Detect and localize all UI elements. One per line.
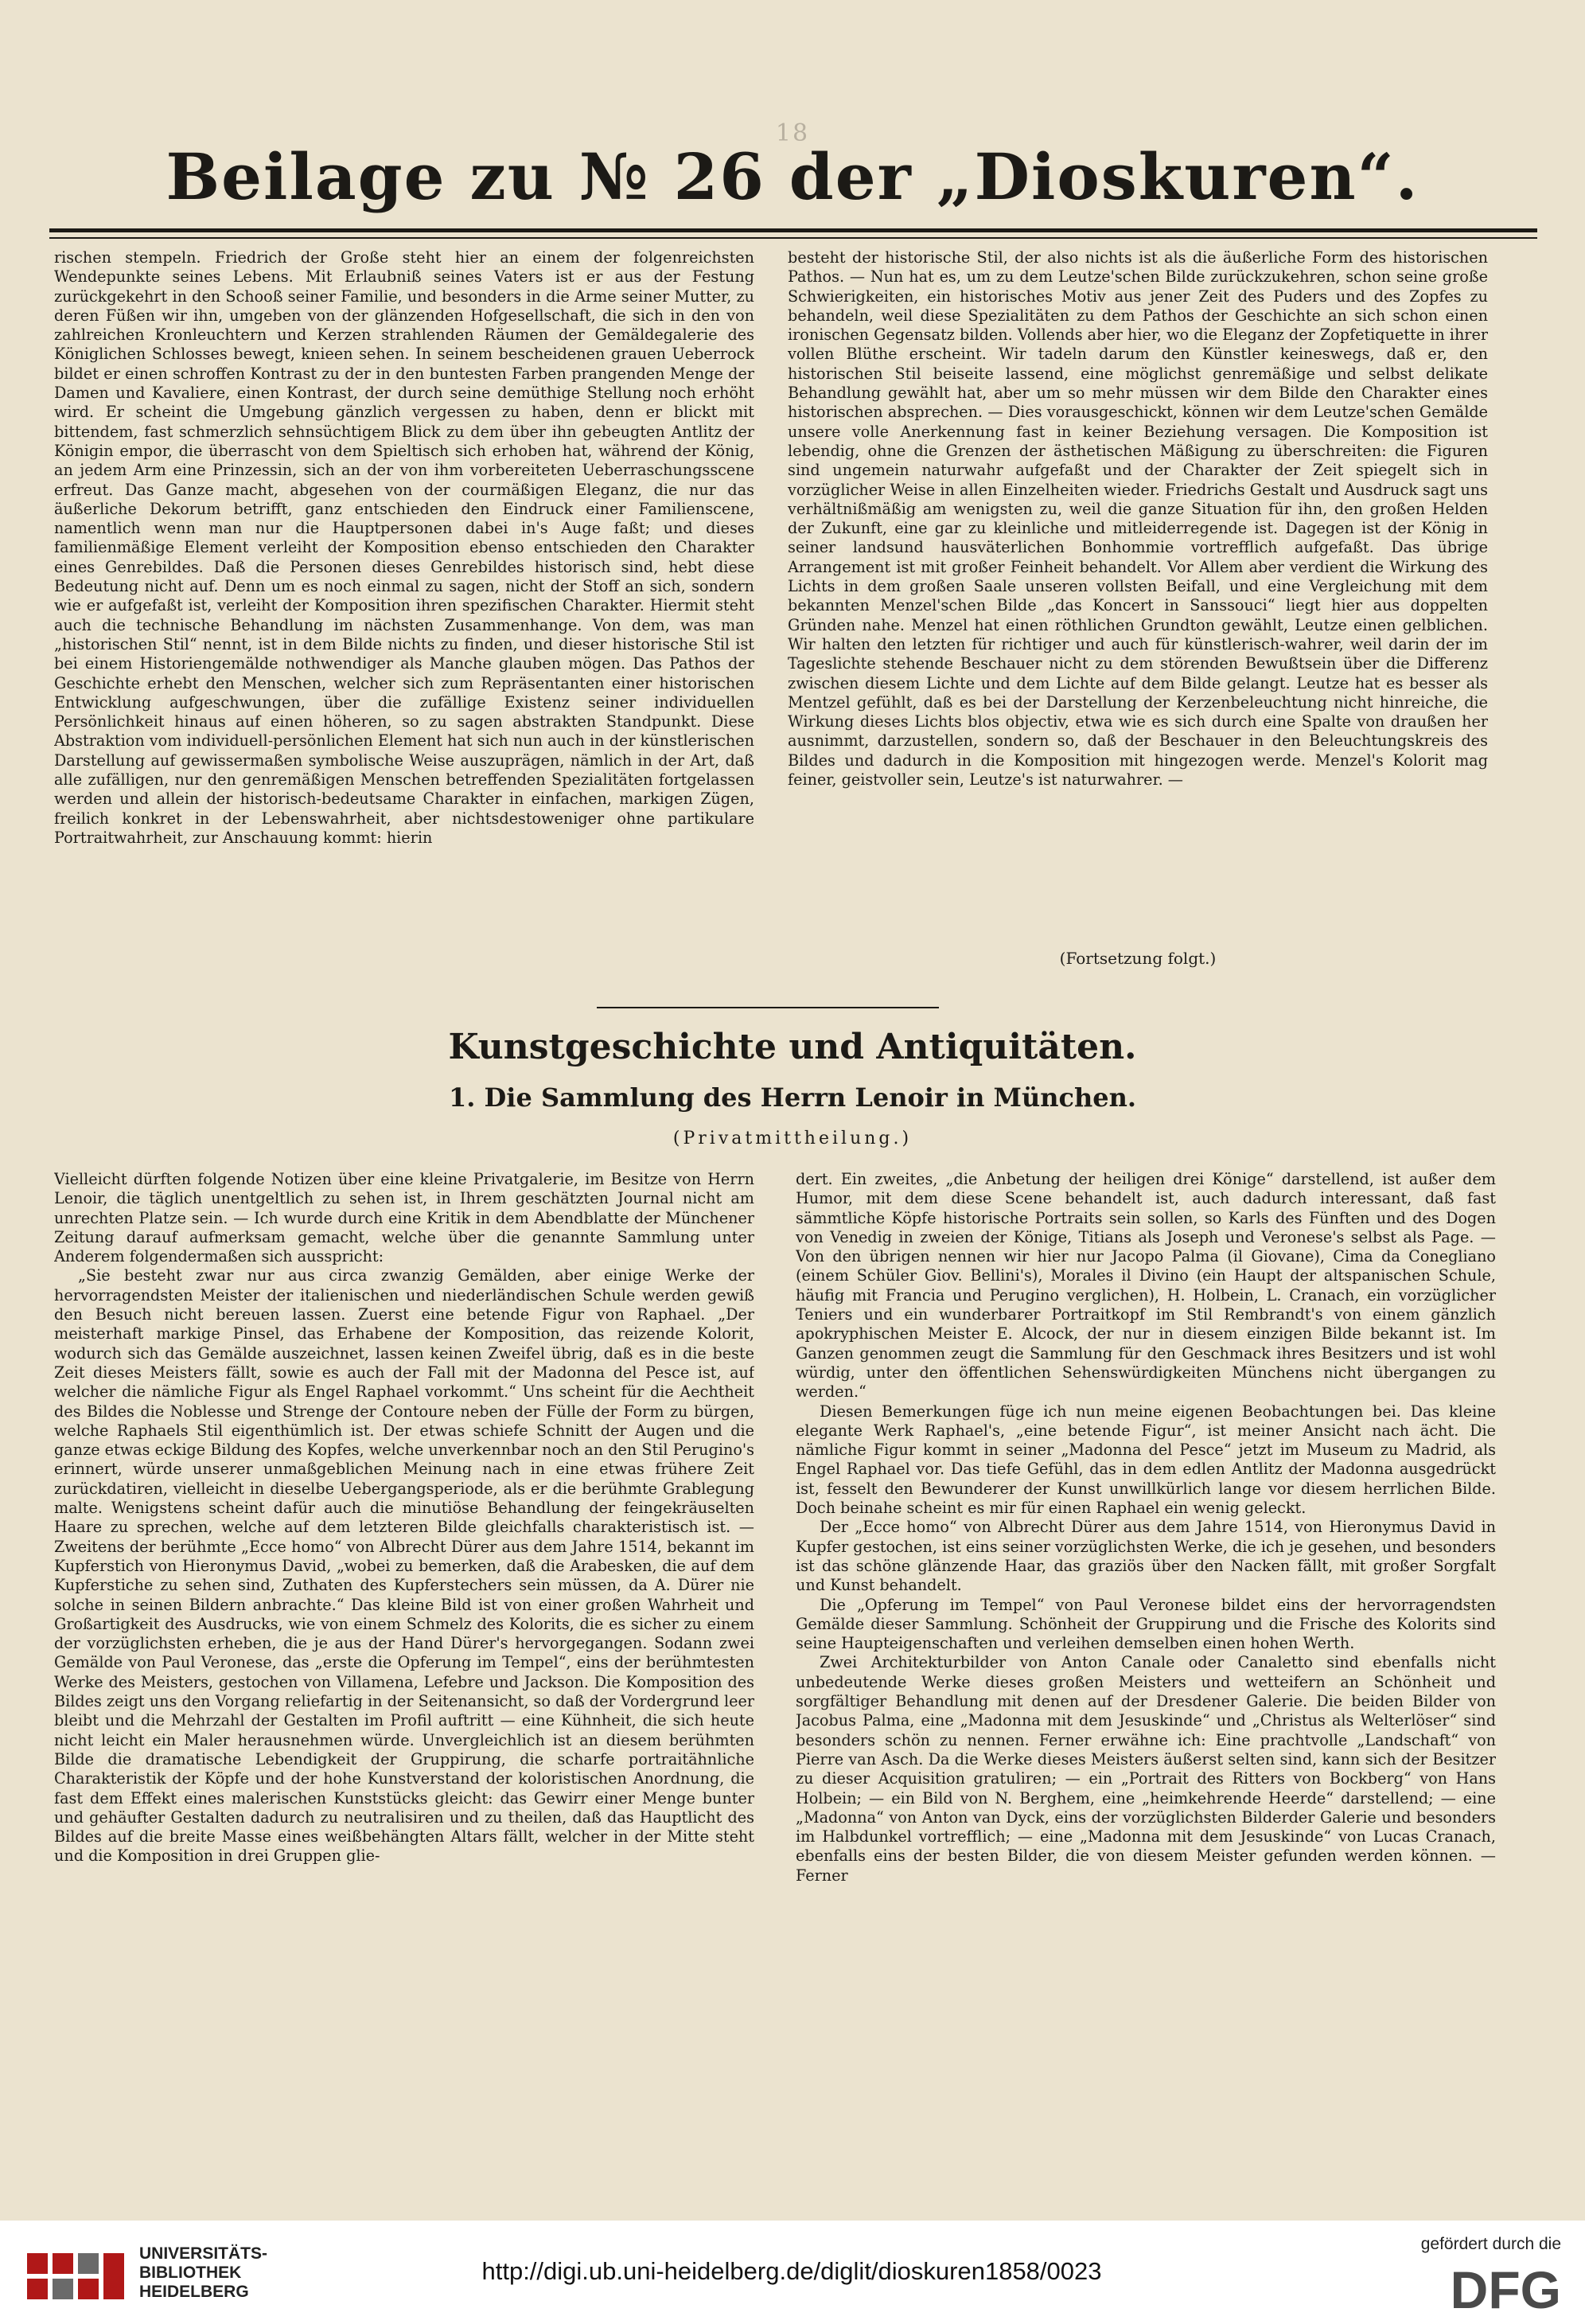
footer-bar xyxy=(0,2221,1585,2324)
logo-square xyxy=(27,2279,48,2299)
article-title: 1. Die Sammlung des Herrn Lenoir in München. xyxy=(449,1082,1136,1113)
paragraph: Diesen Bemerkungen füge ich nun meine eigenen Beobachtungen bei. Das kleine elegante Werk Raphael's, „eine betende Figur“, ist meiner Ansicht nach ächt. Die nämliche Figur kommt in seiner „Madonna del Pesce“ jetzt im Museum zu Madrid, als Engel Raphael vor. Das tiefe Gefühl, das in dem edlen Antlitz der Madonna ausgedrückt ist, fesselt den Bewunderer der Kunst unwillkürlich lange vor diesem herrlichen Bilde. Doch beinahe scheint es mir für einen Raphael ein wenig geleckt. xyxy=(796,1402,1496,1518)
text-column-top-right xyxy=(788,248,1488,949)
page-number: 18 xyxy=(775,119,810,147)
paragraph: besteht der historische Stil, der also nichts ist als die äußerliche Form des historischen Pathos. — Nun hat es, um zu dem Leutze'schen Bilde zurückzukehren, schon seine große Schwierigkeiten, ein historisches Motiv aus jener Zeit des Puders und des Zopfes zu behandeln, weil diese Spezialitäten zu dem Pathos der Geschichte an sich schon einen ironischen Gegensatz bilden. Vollends aber hier, wo die Eleganz der Zopfetiquette in ihrer vollen Blüthe erscheint. Wir tadeln darum den Künstler keineswegs, daß er, den historischen Stil beiseite lassend, eine möglichst genremäßige und selbst delikate Behandlung gewählt hat, aber um so mehr müssen wir dem Bilde den Charakter eines historischen absprechen. — Dies vorausgeschickt, können wir dem Leutze'schen Gemälde unsere volle Anerkennung fast in keiner Beziehung versagen. Die Komposition ist lebendig, ohne die Grenzen der ästhetischen Mäßigung zu überschreiten: die Figuren sind ungemein naturwahr aufgefaßt und der Charakter der Zeit spiegelt sich in vorzüglicher Weise in allen Einzelheiten wieder. Friedrichs Gestalt und Ausdruck sagt uns verhältnißmäßig am wenigsten zu, weil die ganze Situation für ihn, den großen Helden der Zukunft, eine gar zu kleinliche und mitleiderregende ist. Dagegen ist der König in seiner landsund hausväterlichen Bonhommie vortrefflich aufgefaßt. Das übrige Arrangement ist mit großer Feinheit behandelt. Vor Allem aber verdient die Wirkung des Lichts in dem großen Saale unseren vollsten Beifall, und eine Vergleichung mit dem bekannten Menzel'schen Bilde „das Koncert in Sanssouci“ liegt hier aus doppelten Gründen nahe. Menzel hat einen röthlichen Grundton gewählt, Leutze einen gelblichen. Wir halten den letzten für richtiger und auch für künstlerisch-wahrer, weil darin der im Tageslichte stehende Beschauer nicht zu dem störenden Bewußtsein über die Differenz zwischen diesem Lichte und dem Lichte auf dem Bilde gelangt. Leutze hat es besser als Mentzel gefühlt, daß es bei der Darstellung der Kerzenbeleuchtung nicht hinreiche, die Wirkung dieses Lichts blos objectiv, etwa wie es sich durch eine Spalte von draußen her ausnimmt, darzustellen, sondern so, daß der Beschauer in den Beleuchtungskreis des Bildes und dadurch in die Komposition mit hingezogen werde. Menzel's Kolorit mag feiner, geistvoller sein, Leutze's ist naturwahrer. — xyxy=(788,248,1488,790)
paragraph: Zwei Architekturbilder von Anton Canale oder Canaletto sind ebenfalls nicht unbedeutende Werke dieses großen Meisters und wetteifern an Schönheit und sorgfältiger Behandlung mit denen auf der Dresdener Galerie. Die beiden Bilder von Jacobus Palma, eine „Madonna mit dem Jesuskinde“ und „Christus als Welterlöser“ sind besonders schön zu nennen. Ferner erwähne ich: Eine prachtvolle „Landschaft“ von Pierre van Asch. Da die Werke dieses Meisters äußerst selten sind, kann sich der Besitzer zu dieser Acquisition gratuliren; — ein „Portrait des Ritters von Bockberg“ von Hans Holbein; — ein Bild von N. Berghem, eine „heimkehrende Heerde“ darstellend; — eine „Madonna“ von Anton van Dyck, eins der vorzüglichsten Bilderder Galerie und besonders im Halbdunkel vortrefflich; — eine „Madonna mit dem Jesuskinde“ von Lucas Cranach, ebenfalls eins der besten Bilder, die von diesem Meister gefunden werden können. — Ferner xyxy=(796,1653,1496,1885)
logo-square xyxy=(53,2279,73,2299)
article-subtitle: (Privatmittheilung.) xyxy=(672,1129,913,1148)
logo-square xyxy=(27,2253,48,2274)
logo-square xyxy=(78,2253,99,2274)
dfg-logo-text: DFG xyxy=(1450,2262,1561,2316)
paragraph: Die „Opferung im Tempel“ von Paul Veronese bildet eins der hervorragendsten Gemälde dieser Sammlung. Schönheit der Gruppirung und die Frische des Kolorits sind seine Haupteigenschaften und verleihen demselben einen hohen Werth. xyxy=(796,1595,1496,1653)
logo-square xyxy=(78,2279,99,2299)
library-name: UNIVERSITÄTS- BIBLIOTHEK HEIDELBERG xyxy=(139,2244,268,2301)
masthead-rule-thin xyxy=(49,237,1537,239)
section-divider xyxy=(597,1007,939,1008)
masthead-rule-thick xyxy=(49,228,1537,232)
text-column-top-left xyxy=(54,248,754,1004)
section-title: Kunstgeschichte und Antiquitäten. xyxy=(448,1027,1137,1067)
paragraph: rischen stempeln. Friedrich der Große steht hier an einem der folgenreichsten Wendepunkte seines Lebens. Mit Erlaubniß seines Vaters ist er aus der Festung zurückgekehrt in den Schooß seiner Familie, und besonders in die Arme seiner Mutter, zu deren Füßen wir ihn, umgeben von der glänzenden Hofgesellschaft, die sich in den von zahlreichen Kronleuchtern und Kerzen strahlenden Räumen der Gemäldegalerie des Königlichen Schlosses bewegt, knieen sehen. In seinem bescheidenen grauen Ueberrock bildet er einen schroffen Kontrast zu der in den buntesten Farben prangenden Menge der Damen und Kavaliere, einen Kontrast, der durch seine demüthige Stellung noch erhöht wird. Er scheint die Umgebung gänzlich vergessen zu haben, denn er blickt mit bittendem, fast schmerzlich sehnsüchtigem Blick zu dem über ihn gebeugten Antlitz der Königin empor, die überrascht von dem Spieltisch sich erhoben hat, während der König, an jedem Arm eine Prinzessin, sich an der von ihm vorbereiteten Ueberraschungsscene erfreut. Das Ganze macht, abgesehen von der courmäßigen Eleganz, die nur das äußerliche Dekorum betrifft, ganz entschieden den Eindruck einer Familienscene, namentlich wenn man nur die Hauptpersonen dabei in's Auge faßt; und dieses familienmäßige Element verleiht der Komposition ebenso entschieden den Charakter eines Genrebildes. Daß die Personen dieses Genrebildes historisch sind, hebt diese Bedeutung nicht auf. Denn um es noch einmal zu sagen, nicht der Stoff an sich, sondern wie er aufgefaßt ist, verleiht der Komposition ihren spezifischen Charakter. Hiermit steht auch die technische Behandlung im nächsten Zusammenhange. Von dem, was man „historischen Stil“ nennt, ist in dem Bilde nichts zu finden, und dieser historische Stil ist bei einem Historiengemälde nothwendiger als Manche glauben mögen. Das Pathos der Geschichte erhebt den Menschen, welcher sich zum Repräsentanten einer historischen Entwicklung aufgeschwungen, über die zufällige Existenz seiner individuellen Persönlichkeit hinaus auf einen höheren, so zu sagen abstrakten Standpunkt. Diese Abstraktion vom individuell-persönlichen Element hat sich nun auch in der künstlerischen Darstellung auf gewissermaßen symbolische Weise auszuprägen, nämlich in der Art, daß alle zufälligen, nur den genremäßigen Menschen betreffenden Spezialitäten fortgelassen werden und allein der historisch-bedeutsame Charakter in einfachen, markigen Zügen, freilich konkret in der Lebenswahrheit, aber nichtsdestoweniger ohne partikulare Portraitwahrheit, zur Anschauung kommt: hierin xyxy=(54,248,754,847)
paragraph: Vielleicht dürften folgende Notizen über eine kleine Privatgalerie, im Besitze von Herrn Lenoir, die täglich unentgeltlich zu sehen ist, in Ihrem geschätzten Journal nicht am unrechten Platze sein. — Ich wurde durch eine Kritik in dem Abendblatte der Münchener Zeitung darauf aufmerksam gemacht, welche über die genannte Sammlung unter Anderem folgendermaßen sich ausspricht: xyxy=(54,1170,754,1266)
funded-by-label: gefördert durch die xyxy=(1420,2235,1561,2253)
paragraph: Der „Ecce homo“ von Albrecht Dürer aus dem Jahre 1514, von Hieronymus David in Kupfer gestochen, ist eins seiner vorzüglichsten Werke, die ich je gesehen, und besonders ist das schöne glänzende Haar, das graziös über den Nacken fällt, mit großer Sorgfalt und Kunst behandelt. xyxy=(796,1518,1496,1595)
paragraph: dert. Ein zweites, „die Anbetung der heiligen drei Könige“ darstellend, ist außer dem Humor, mit dem diese Scene behandelt ist, auch dadurch interessant, daß fast sämmtliche Köpfe historische Portraits sein sollen, so Karls des Fünften und des Dogen von Venedig in zweien der Könige, Titians als Joseph und Veronese's selbst als Page. — Von den übrigen nennen wir hier nur Jacopo Palma (il Giovane), Cima da Conegliano (einem Schüler Giov. Bellini's), Morales il Divino (ein Haupt der altspanischen Schule, häufig mit Francia und Perugino verglichen), H. Holbein, L. Cranach, ein vorzüglicher Teniers und ein wunderbarer Portraitkopf im Stil Rembrandt's von einem gänzlich apokryphischen Meister E. Alcock, der nur in diesem einzigen Bilde bekannt ist. Im Ganzen genommen zeugt die Sammlung für den Geschmack ihres Besitzers und ist wohl würdig, unter den öffentlichen Sehenswürdigkeiten Münchens nicht übergangen zu werden.“ xyxy=(796,1170,1496,1402)
article-column-right xyxy=(796,1170,1496,2209)
source-url-link[interactable]: http://digi.ub.uni-heidelberg.de/diglit/dioskuren1858/0023 xyxy=(481,2257,1102,2285)
article-column-left xyxy=(54,1170,754,2209)
paragraph: „Sie besteht zwar nur aus circa zwanzig Gemälden, aber einige Werke der hervorragendsten Meister der italienischen und niederländischen Schule werden gewiß den Besuch nicht bereuen lassen. Zuerst eine betende Figur von Raphael. „Der meisterhaft markige Pinsel, das Erhabene der Komposition, das reizende Kolorit, wodurch sich das Gemälde auszeichnet, lassen keinen Zweifel übrig, daß es in die beste Zeit dieses Meisters fällt, sowie es auch der Fall mit der Madonna del Pesce ist, auf welcher die nämliche Figur als Engel Raphael vorkommt.“ Uns scheint für die Aechtheit des Bildes die Noblesse und Strenge der Contoure neben der Fülle der Form zu bürgen, welche Raphaels Stil eigenthümlich ist. Der etwas schiefe Schnitt der Augen und die ganze etwas eckige Bildung des Kopfes, welche unverkennbar noch an den Stil Perugino's erinnert, würde unserer unmaßgeblichen Meinung nach in eine etwas frühere Zeit zurückdatiren, vielleicht in dieselbe Uebergangsperiode, als er die berühmte Grablegung malte. Wenigstens scheint dafür auch die minutiöse Behandlung der feingekräuselten Haare zu sprechen, welche auf dem letzteren Bilde gleichfalls charakteristisch ist. — Zweitens der berühmte „Ecce homo“ von Albrecht Dürer aus dem Jahre 1514, bekannt im Kupferstich von Hieronymus David, „wobei zu bemerken, daß die Arabesken, die auf dem Kupferstiche zu sehen sind, Zuthaten des Kupferstechers sein müssen, da A. Dürer nie solche in seinen Bildern anbrachte.“ Das kleine Bild ist von einer großen Wahrheit und Großartigkeit des Ausdrucks, wie von einem Schmelz des Kolorits, die es sicher zu einem der vorzüglichsten erheben, die je aus der Hand Dürer's hervorgegangen. Sodann zwei Gemälde von Paul Veronese, das „erste die Opferung im Tempel“, eins der berühmtesten Werke des Meisters, gestochen von Villamena, Lefebre und Jackson. Die Komposition des Bildes zeigt uns den Vorgang reliefartig in der Seitenansicht, so daß der Vordergrund leer bleibt und die Mehrzahl der Gestalten im Profil auftritt — eine Kühnheit, die sich heute nicht leicht ein Maler herausnehmen würde. Unvergleichlich ist an diesem berühmten Bilde die dramatische Lebendigkeit der Gruppirung, die scharfe portraitähnliche Charakteristik der Köpfe und der hohe Kunstverstand der koloristischen Anordnung, die fast dem Effekt eines malerischen Kunststücks gleicht: das Gewirr einer Menge bunter und gehäufter Gestalten dadurch zu neutralisiren und zu theilen, daß das Hauptlicht des Bildes auf die breite Masse eines weißbehängten Altars fällt, welcher in der Mitte steht und die Komposition in drei Gruppen glie- xyxy=(54,1266,754,1866)
masthead-title: Beilage zu № 26 der „Dioskuren“. xyxy=(166,139,1419,214)
logo-square xyxy=(103,2253,124,2299)
university-library-logo xyxy=(24,2248,127,2304)
dfg-logo xyxy=(1414,2262,1561,2316)
continued-note: (Fortsetzung folgt.) xyxy=(1059,949,1217,968)
logo-square xyxy=(53,2253,73,2274)
